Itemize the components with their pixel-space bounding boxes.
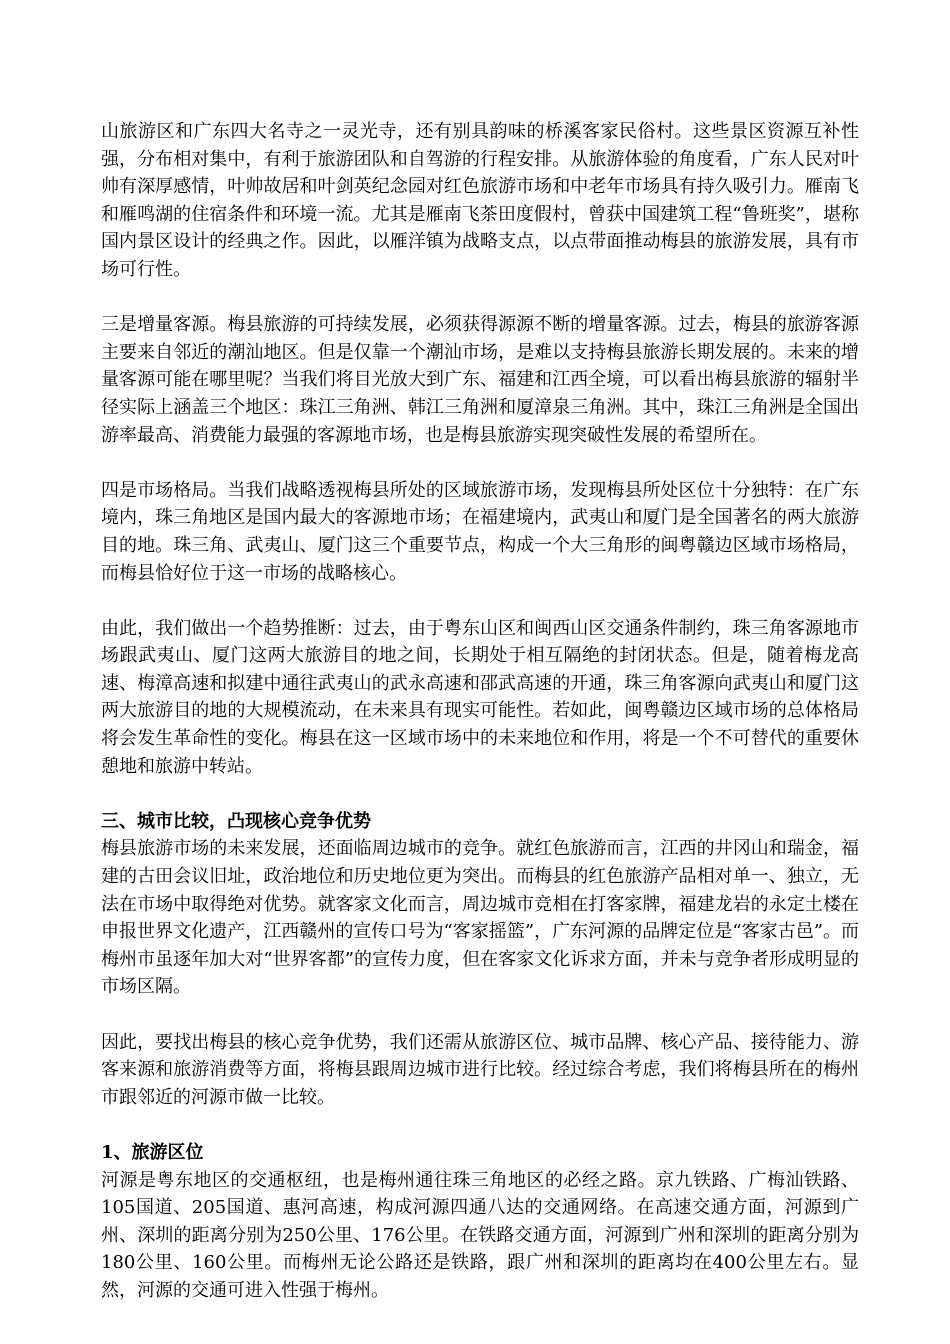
- document-page: [101, 118, 859, 1332]
- subsection-heading-tourism-location: 1、旅游区位: [101, 1141, 204, 1163]
- paragraph-market-pattern: 四是市场格局。当我们战略透视梅县所处的区域旅游市场，发现梅县所处区位十分独特：在广东境内，珠三角地区是国内最大的客源地市场；在福建境内，武夷山和厦门是全国著名的两大旅游目的地。珠三角、武夷山、厦门这三个重要节点，构成一个大三角形的闽粤赣边区域市场格局，而梅县恰好位于这一市场的战略核心。: [101, 479, 859, 584]
- paragraph-comparison-basis: 因此，要找出梅县的核心竞争优势，我们还需从旅游区位、城市品牌、核心产品、接待能力、游客来源和旅游消费等方面，将梅县跟周边城市进行比较。经过综合考虑，我们将梅县所在的梅州市跟邻近的河源市做一比较。: [101, 1031, 859, 1108]
- paragraph-trend-inference: 由此，我们做出一个趋势推断：过去，由于粤东山区和闽西山区交通条件制约，珠三角客源地市场跟武夷山、厦门这两大旅游目的地之间，长期处于相互隔绝的封闭状态。但是，随着梅龙高速、梅漳高速和拟建中通往武夷山的武永高速和邵武高速的开通，珠三角客源向武夷山和厦门这两大旅游目的地的大规模流动，在未来具有现实可能性。若如此，闽粤赣边区域市场的总体格局将会发生革命性的变化。梅县在这一区域市场中的未来地位和作用，将是一个不可替代的重要休憩地和旅游中转站。: [101, 617, 859, 777]
- paragraph-heyuan-transport: 河源是粤东地区的交通枢纽，也是梅州通往珠三角地区的必经之路。京九铁路、广梅汕铁路、105国道、205国道、惠河高速，构成河源四通八达的交通网络。在高速交通方面，河源到广州、深圳的距离分别为250公里、176公里。在铁路交通方面，河源到广州和深圳的距离分别为180公里、160公里。而梅州无论公路还是铁路，跟广州和深圳的距离均在400公里左右。显然，河源的交通可进入性强于梅州。: [101, 1169, 859, 1301]
- section-heading-city-comparison: 三、城市比较，凸现核心竞争优势: [101, 810, 371, 832]
- paragraph-city-competition: 梅县旅游市场的未来发展，还面临周边城市的竞争。就红色旅游而言，江西的井冈山和瑞金，福建的古田会议旧址，政治地位和历史地位更为突出。而梅县的红色旅游产品相对单一、独立，无法在市场中取得绝对优势。就客家文化而言，周边城市竞相在打客家牌，福建龙岩的永定土楼在申报世界文化遗产，江西赣州的宣传口号为“客家摇篮”，广东河源的品牌定位是“客家古邑”。而梅州市虽逐年加大对“世界客都”的宣传力度，但在客家文化诉求方面，并未与竞争者形成明显的市场区隔。: [101, 838, 859, 998]
- paragraph-incremental-sources: 三是增量客源。梅县旅游的可持续发展，必须获得源源不断的增量客源。过去，梅县的旅游客源主要来自邻近的潮汕地区。但是仅靠一个潮汕市场，是难以支持梅县旅游长期发展的。未来的增量客源可能在哪里呢？当我们将目光放大到广东、福建和江西全境，可以看出梅县旅游的辐射半径实际上涵盖三个地区：珠江三角洲、韩江三角洲和厦漳泉三角洲。其中，珠江三角洲是全国出游率最高、消费能力最强的客源地市场，也是梅县旅游实现突破性发展的希望所在。: [101, 314, 859, 446]
- paragraph-scenic-areas: 山旅游区和广东四大名寺之一灵光寺，还有别具韵味的桥溪客家民俗村。这些景区资源互补性强，分布相对集中，有利于旅游团队和自驾游的行程安排。从旅游体验的角度看，广东人民对叶帅有深厚感情，叶帅故居和叶剑英纪念园对红色旅游市场和中老年市场具有持久吸引力。雁南飞和雁鸣湖的住宿条件和环境一流。尤其是雁南飞茶田度假村，曾获中国建筑工程“鲁班奖”，堪称国内景区设计的经典之作。因此，以雁洋镇为战略支点，以点带面推动梅县的旅游发展，具有市场可行性。: [101, 121, 859, 280]
